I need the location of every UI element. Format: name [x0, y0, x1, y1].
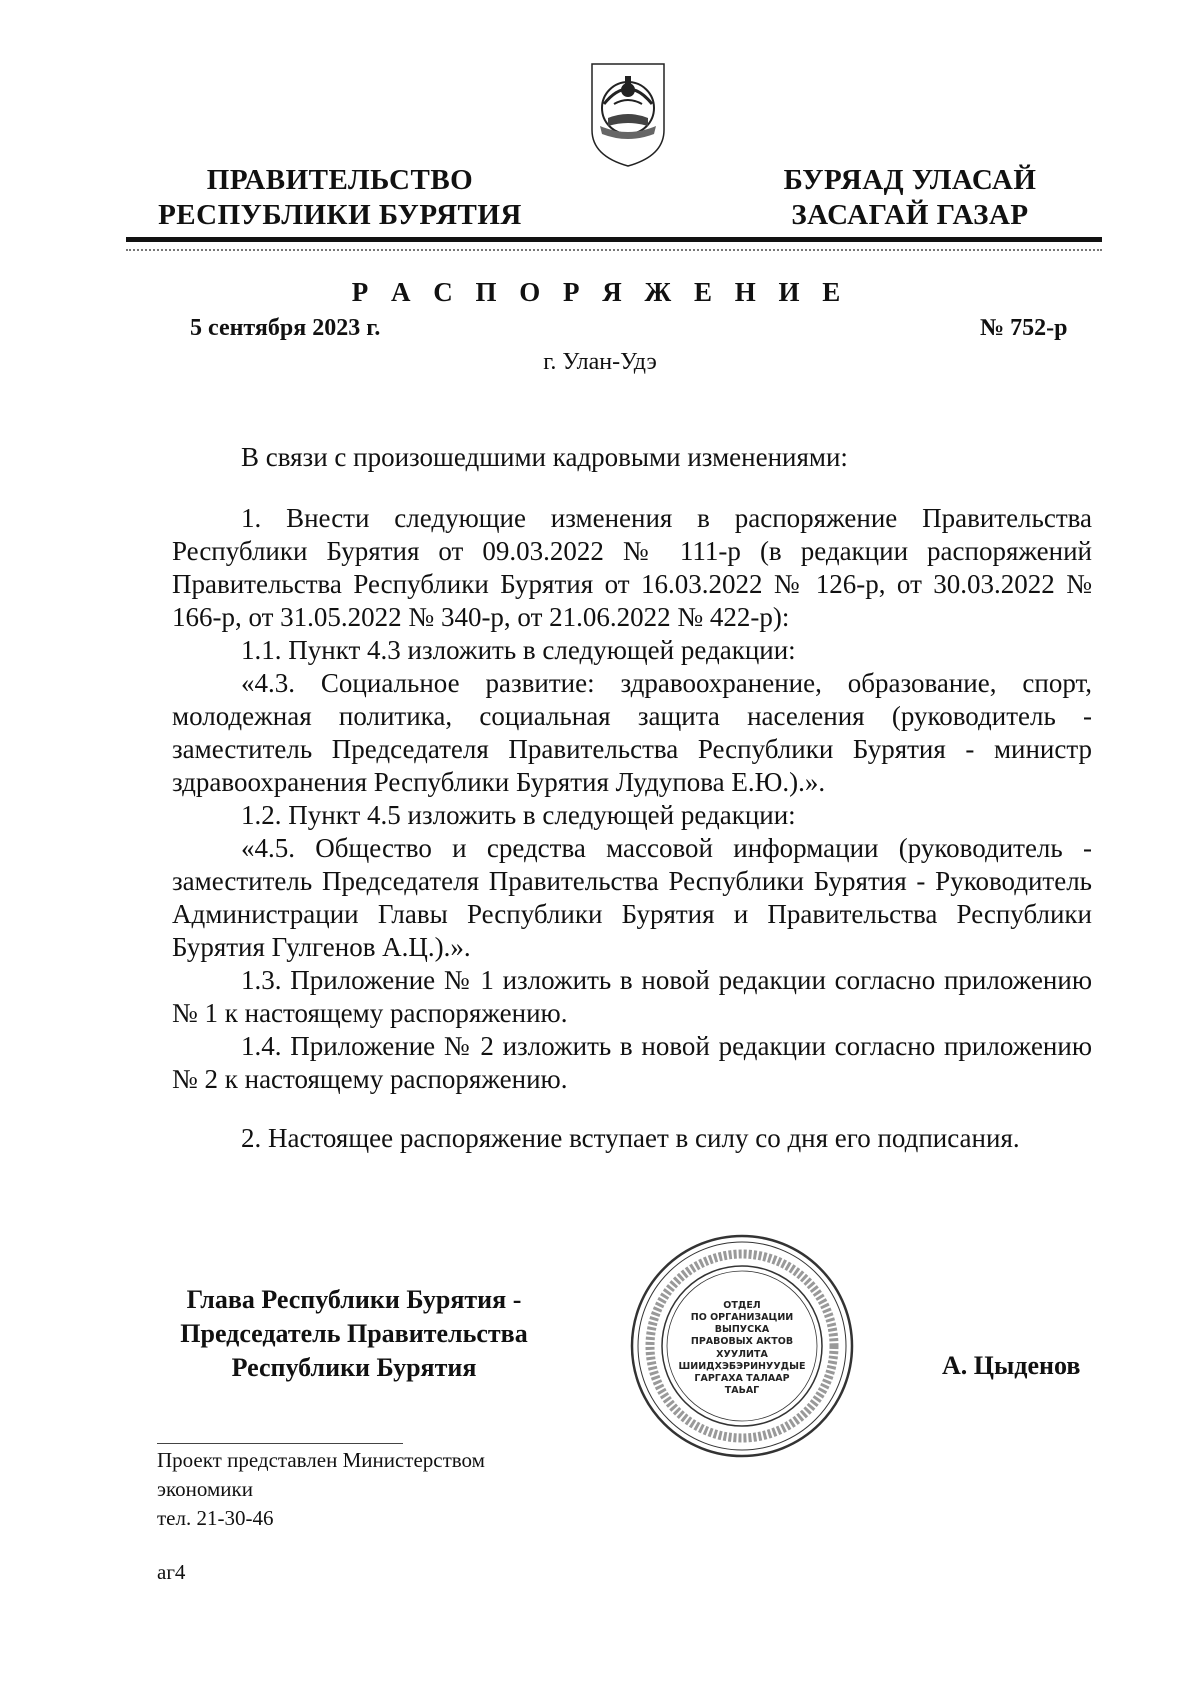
preamble — [172, 441, 1092, 474]
header-divider-thin — [126, 249, 1102, 251]
document-date: 5 сентября 2023 г. — [190, 315, 381, 341]
signatory-title-line3: Республики Бурятия — [231, 1353, 477, 1382]
signatory-title-line1: Глава Республики Бурятия - — [186, 1285, 522, 1314]
footer-line2: экономики — [157, 1477, 253, 1501]
paragraph-1-1: 1.1. Пункт 4.3 изложить в следующей редакции: — [241, 635, 796, 665]
stamp-line-6: ШИИДХЭБЭРИНУУДЫЕ — [678, 1361, 806, 1372]
paragraph-1: 1. Внести следующие изменения в распоряжение Правительства Республики Бурятия от 09.03.2022 № 111-р (в редакции распоряжений Правительства Республики Бурятия от 16.03.2022 № 126-р, от 30.03.2022 № 166-р, от 31.05.2022 № 340-р, от 21.06.2022 № 422-р): — [172, 503, 1092, 632]
header-right-line1: БУРЯАД УЛАСАЙ — [783, 164, 1037, 196]
header-right — [760, 163, 1060, 233]
footer-line1: Проект представлен Министерством — [157, 1448, 485, 1472]
preamble-text: В связи с произошедшими кадровыми изменениями: — [241, 442, 848, 472]
header-left-line1: ПРАВИТЕЛЬСТВО — [206, 164, 474, 196]
buryatia-emblem-icon — [588, 60, 668, 170]
official-stamp-icon — [628, 1232, 856, 1460]
final-clause — [172, 1122, 1092, 1155]
header-left — [150, 163, 530, 233]
paragraph-4-5-quote: «4.5. Общество и средства массовой информации (руководитель - заместитель Председателя Правительства Республики Бурятия - Руководитель Администрации Главы Республики Бурятия и Правительства Республики Бурятия Гулгенов А.Ц.).». — [172, 833, 1092, 962]
header-divider-thick — [126, 237, 1102, 242]
stamp-line-1: ОТДЕЛ — [723, 1300, 761, 1311]
paragraph-1-2: 1.2. Пункт 4.5 изложить в следующей редакции: — [241, 800, 796, 830]
stamp-line-4: ПРАВОВЫХ АКТОВ — [690, 1336, 794, 1347]
paragraph-4-3-quote: «4.3. Социальное развитие: здравоохранение, образование, спорт, молодежная политика, социальная защита населения (руководитель - заместитель Председателя Правительства Республики Бурятия - министр здравоохранения Республики Бурятия Лудупова Е.Ю.).». — [172, 668, 1092, 797]
footer-code: аг4 — [157, 1560, 186, 1584]
signatory-title-line2: Председатель Правительства — [180, 1319, 528, 1348]
header-right-line2: ЗАСАГАЙ ГАЗАР — [791, 199, 1029, 231]
footer-note — [157, 1446, 485, 1533]
document-type: Р А С П О Р Я Ж Е Н И Е — [351, 277, 849, 307]
paragraph-2: 2. Настоящее распоряжение вступает в силу со дня его подписания. — [241, 1123, 1020, 1153]
stamp-line-7: ГАРГАХА ТАЛААР — [694, 1373, 790, 1384]
paragraph-1-3: 1.3. Приложение № 1 изложить в новой редакции согласно приложению № 1 к настоящему распоряжению. — [172, 965, 1092, 1028]
body-items — [172, 502, 1092, 1096]
header-left-line2: РЕСПУБЛИКИ БУРЯТИЯ — [158, 199, 522, 231]
stamp-line-2: ПО ОРГАНИЗАЦИИ — [690, 1312, 794, 1323]
paragraph-1-4: 1.4. Приложение № 2 изложить в новой редакции согласно приложению № 2 к настоящему распоряжению. — [172, 1031, 1092, 1094]
stamp-line-8: ТАЬАГ — [724, 1385, 760, 1396]
footer-divider — [157, 1443, 403, 1444]
document-city: г. Улан-Удэ — [543, 349, 657, 375]
signatory-title — [152, 1283, 556, 1385]
signatory-name: А. Цыденов — [942, 1351, 1081, 1380]
stamp-line-5: ХУУЛИТА — [716, 1349, 768, 1360]
document-number: № 752-р — [980, 315, 1068, 341]
stamp-line-3: ВЫПУСКА — [714, 1324, 770, 1335]
footer-line3: тел. 21-30-46 — [157, 1506, 274, 1530]
